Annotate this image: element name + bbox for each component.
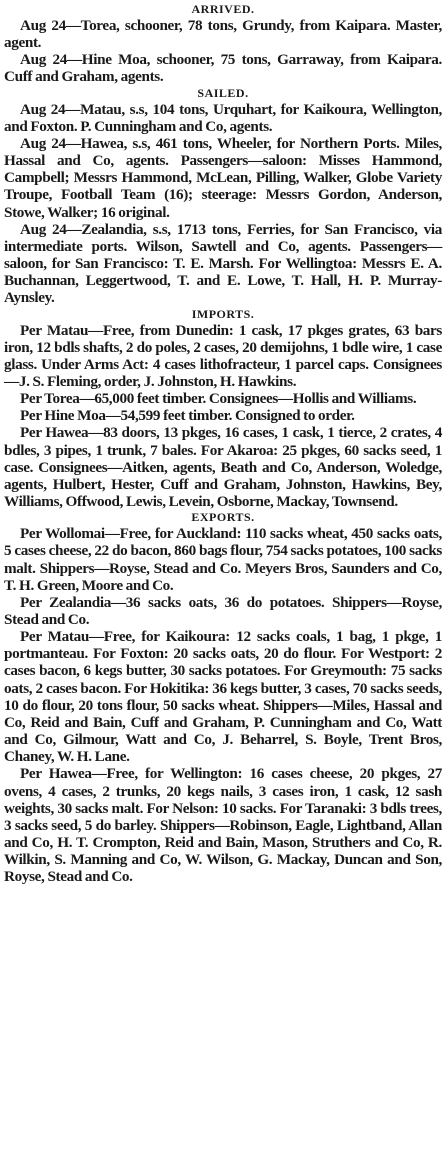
import-entry: Per Matau—Free, from Dunedin: 1 cask, 17 pkges grates, 63 bars iron, 12 bdls shafts, 2 do poles, 2 cases, 20 demijohns, 1 bdle wire, 1 case glass. Under Arms Act: 4 cases lithofracteur, 1 parcel caps. Consignees—J. S. Fleming, order, J. Johnston, H. Hawkins. (4, 321, 442, 390)
export-entry: Per Matau—Free, for Kaikoura: 12 sacks coals, 1 bag, 1 pkge, 1 portmanteau. For Foxton: 20 sacks oats, 20 do flour. For Westport: 2 cases bacon, 6 kegs butter, 30 sacks potatoes. For Greymouth: 75 sacks oats, 2 cases bacon. For Hokitika: 36 kegs butter, 3 cases, 70 sacks seeds, 10 do flour, 20 tons flour, 50 sacks wheat. Shippers—Miles, Hassal and Co, Reid and Bain, Cuff and Graham, P. Cunningham and Co, Watt and Co, Gilmour, Watt and Co, J. Beharrel, S. Boyle, Trent Bros, Chaney, W. H. Lane. (4, 628, 442, 766)
section-heading-imports: IMPORTS. (191, 306, 255, 321)
sailing-entry: Aug 24—Hawea, s.s, 461 tons, Wheeler, for Northern Ports. Miles, Hassal and Co, agents. Passengers—saloon: Misses Hammond, Campbell; Messrs Hammond, McLean, Pilling, Walker, Globe Variety Troupe, Football Team (16); steerage: Messrs Gordon, Anderson, Stowe, Walker; 16 original. (4, 134, 442, 221)
section-heading-exports: EXPORTS. (191, 510, 255, 525)
arrival-entry: Aug 24—Torea, schooner, 78 tons, Grundy, from Kaipara. Master, agent. (4, 17, 442, 52)
section-heading-arrived: ARRIVED. (191, 2, 255, 16)
section-heading-sailed: SAILED. (197, 85, 249, 100)
export-entry: Per Wollomai—Free, for Auckland: 110 sacks wheat, 450 sacks oats, 5 cases cheese, 22 do bacon, 860 bags flour, 754 sacks potatoes, 100 sacks malt. Shippers—Royse, Stead and Co. Meyers Bros, Saunders and Co, T. H. Green, Moore and Co. (4, 525, 442, 594)
import-entry: Per Torea—65,000 feet timber. Consignees—Hollis and Williams. (20, 390, 417, 408)
sailing-entry: Aug 24—Zealandia, s.s, 1713 tons, Ferries, for San Francisco, via intermediate ports. Wilson, Sawtell and Co, agents. Passengers—saloon, for San Francisco: T. E. Marsh. For Wellingtoa: Messrs E. A. Buchannan, Leggertwood, T. and E. Lowe, T. Hall, H. P. Murray-Aynsley. (4, 220, 442, 307)
import-entry: Per Hine Moa—54,599 feet timber. Consigned to order. (20, 407, 355, 425)
arrival-entry: Aug 24—Hine Moa, schooner, 75 tons, Garraway, from Kaipara. Cuff and Graham, agents. (4, 51, 442, 86)
export-entry: Per Hawea—Free, for Wellington: 16 cases cheese, 20 pkges, 27 ovens, 4 cases, 2 trunks, 20 kegs nails, 3 cases iron, 1 cask, 12 sash weights, 30 sacks malt. For Nelson: 10 sacks. For Taranaki: 3 bdls trees, 3 sacks seed, 5 do barley. Shippers—Robinson, Eagle, Lightband, Allan and Co, H. T. Crompton, Reid and Bain, Mason, Struthers and Co, R. Wilkin, S. Manning and Co, W. Wilson, G. Mackay, Duncan and Son, Royse, Stead and Co. (4, 765, 442, 886)
sailing-entry: Aug 24—Matau, s.s, 104 tons, Urquhart, for Kaikoura, Wellington, and Foxton. P. Cunningham and Co, agents. (4, 100, 442, 135)
export-entry: Per Zealandia—36 sacks oats, 36 do potatoes. Shippers—Royse, Stead and Co. (4, 593, 442, 628)
import-entry: Per Hawea—83 doors, 13 pkges, 16 cases, 1 cask, 1 tierce, 2 crates, 4 bdles, 3 pipes, 1 trunk, 7 bales. For Akaroa: 25 pkges, 60 sacks seed, 1 case. Consignees—Aitken, agents, Beath and Co, Anderson, Woledge, agents, Hulbert, Hester, Cuff and Graham, Johnston, Hawkins, Bey, Williams, Offwood, Lewis, Levein, Osborne, Mackay, Townsend. (4, 424, 442, 511)
